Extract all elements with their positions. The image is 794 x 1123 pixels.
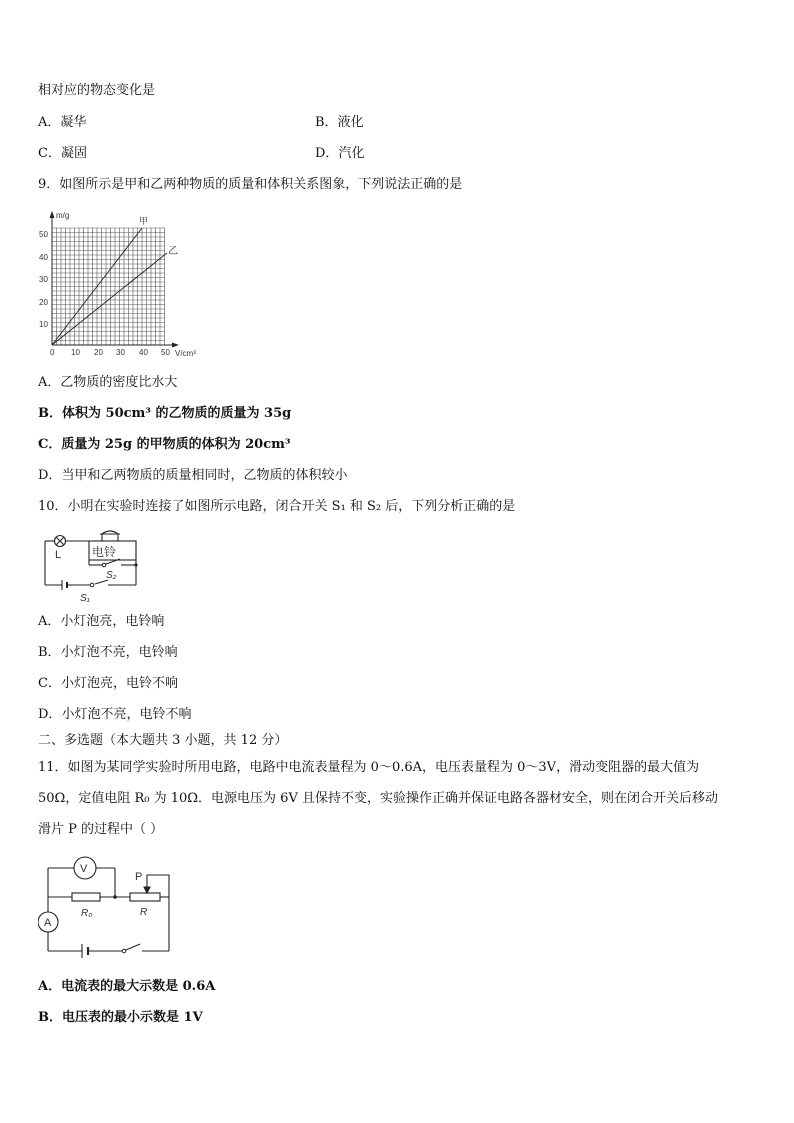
rheostat-circuit-diagram	[38, 852, 188, 967]
y-tick-20: 20	[39, 298, 48, 307]
y-axis-label: m/g	[56, 211, 70, 220]
voltmeter-label: V	[80, 863, 88, 875]
option-d: D．汽化	[315, 146, 365, 161]
q10-option-c: C．小灯泡亮，电铃不响	[38, 676, 178, 691]
option-b: B．液化	[315, 115, 364, 130]
slider-label: P	[135, 871, 143, 883]
q9-option-b: B．体积为 50cm³ 的乙物质的质量为 35g	[38, 406, 292, 421]
bell-label: 电铃	[92, 545, 117, 559]
x-tick-0: 0	[50, 348, 55, 357]
question-10-stem: 10．小明在实验时连接了如图所示电路，闭合开关 S₁ 和 S₂ 后，下列分析正确的是	[38, 499, 516, 514]
x-tick-50: 50	[161, 348, 170, 357]
q9-option-a: A．乙物质的密度比水大	[38, 375, 178, 390]
x-axis-label: V/cm³	[175, 349, 196, 358]
x-tick-20: 20	[94, 348, 103, 357]
bell-circuit-diagram	[40, 527, 150, 607]
r-label: R	[140, 907, 148, 918]
x-tick-30: 30	[116, 348, 125, 357]
q9-option-c: C．质量为 25g 的甲物质的体积为 20cm³	[38, 437, 291, 452]
ammeter-label: A	[44, 917, 52, 929]
x-tick-10: 10	[71, 348, 80, 357]
option-c: C．凝固	[38, 146, 87, 161]
question-8-stem-tail: 相对应的物态变化是	[38, 83, 156, 98]
q9-option-d: D．当甲和乙两物质的质量相同时，乙物质的体积较小	[38, 468, 348, 483]
y-tick-30: 30	[39, 275, 48, 284]
question-11-line-3: 滑片 P 的过程中（ ）	[38, 822, 164, 837]
q11-option-b: B．电压表的最小示数是 1V	[38, 1010, 203, 1025]
q10-option-b: B．小灯泡不亮，电铃响	[38, 645, 178, 660]
q11-option-a: A．电流表的最大示数是 0.6A	[38, 979, 216, 994]
question-11-line-2: 50Ω，定值电阻 R₀ 为 10Ω．电源电压为 6V 且保持不变，实验操作正确并保证电路各器材安全，则在闭合开关后移动	[38, 791, 718, 806]
x-tick-40: 40	[139, 348, 148, 357]
r0-label: R₀	[81, 908, 93, 919]
y-tick-10: 10	[39, 320, 48, 329]
section-title: 二、多选题（本大题共 3 小题，共 12 分）	[38, 733, 288, 748]
label-jia: 甲	[139, 216, 149, 226]
y-tick-50: 50	[39, 230, 48, 239]
q10-option-d: D．小灯泡不亮，电铃不响	[38, 707, 192, 722]
switch-s2-label: S₂	[106, 570, 117, 581]
question-11-line-1: 11．如图为某同学实验时所用电路，电路中电流表量程为 0～0.6A，电压表量程为 0～3V，滑动变阻器的最大值为	[38, 760, 700, 775]
question-9-stem: 9．如图所示是甲和乙两种物质的质量和体积关系图象，下列说法正确的是	[38, 177, 463, 192]
switch-s1-label: S₁	[80, 593, 90, 604]
y-tick-40: 40	[39, 253, 48, 262]
q10-option-a: A．小灯泡亮，电铃响	[38, 614, 165, 629]
mass-volume-graph	[36, 208, 216, 363]
option-a: A．凝华	[38, 115, 87, 130]
label-yi: 乙	[168, 246, 178, 257]
lamp-label: L	[55, 549, 62, 561]
